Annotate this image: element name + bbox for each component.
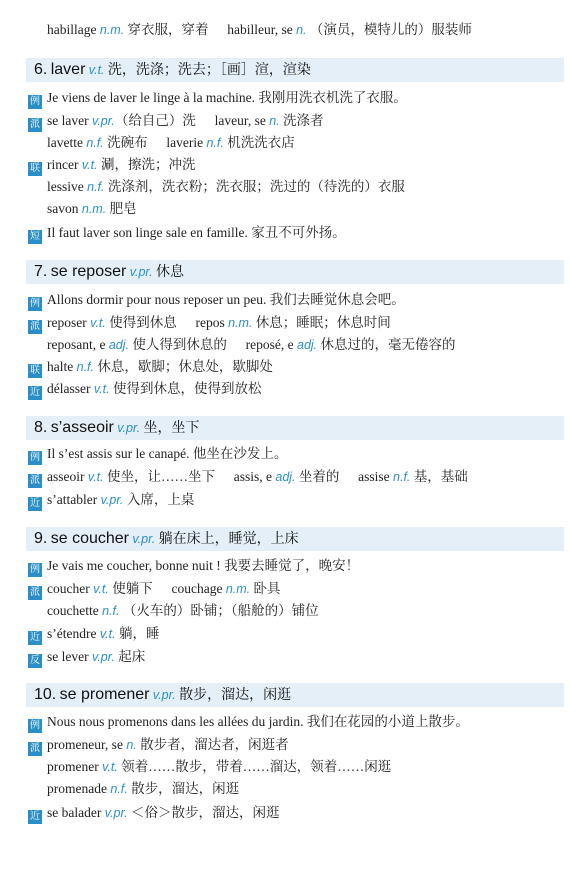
gloss: 洗涤剂，洗衣粉；洗衣服；洗过的（待洗的）衣服 — [107, 179, 405, 194]
part-of-speech: n.m. — [225, 582, 251, 596]
headword: assis, e — [233, 469, 272, 484]
gloss: 穿衣服，穿着 — [127, 22, 209, 37]
entry-gloss: 散步，溜达，闲逛 — [179, 687, 292, 703]
entry-number: 10. — [34, 686, 57, 703]
headword: promener — [47, 759, 99, 774]
antonym-tag-icon: 反 — [30, 655, 40, 666]
example-text: Nous nous promenons dans les allées du jardin. 我们在花园的小道上散步。 — [47, 714, 469, 729]
gloss: 入席，上桌 — [126, 492, 195, 507]
entry-gloss: 休息 — [155, 264, 184, 280]
part-of-speech: n. — [126, 738, 137, 752]
entry-number: 6. — [34, 61, 48, 78]
part-of-speech: v.pr. — [104, 806, 128, 820]
gloss: 使躺下 — [112, 581, 153, 596]
part-of-speech: n.f. — [86, 136, 104, 150]
gloss: ＜俗＞散步，溜达，闲逛 — [131, 805, 280, 820]
entry-header-s-asseoir — [26, 416, 564, 440]
related-line — [28, 357, 564, 377]
part-of-speech: n.f. — [87, 180, 105, 194]
entry-word: se coucher — [50, 530, 129, 547]
gloss: 洗碗布 — [107, 135, 148, 150]
example-line — [28, 712, 564, 732]
related-tag-icon: 联 — [30, 163, 40, 174]
entry-word: laver — [50, 61, 86, 78]
gloss: 休息；睡眠；休息时间 — [255, 315, 391, 330]
derived-line-continued — [47, 601, 564, 621]
gloss: （火车的）卧铺；（船舱的）铺位 — [122, 603, 319, 618]
part-of-speech: adj. — [108, 338, 130, 352]
gloss: 散步者，溜达者，闲逛者 — [140, 737, 289, 752]
entry-number: 7. — [34, 263, 48, 280]
headword: repos — [195, 315, 225, 330]
part-of-speech: v.t. — [87, 470, 104, 484]
related-line — [28, 155, 564, 175]
gloss: 休息，歇脚；休息处，歇脚处 — [97, 359, 273, 374]
part-of-speech: v.pr. — [100, 493, 124, 507]
headword: s’attabler — [47, 492, 98, 507]
gloss: （给自己）洗 — [114, 113, 196, 128]
derived-line — [28, 579, 564, 599]
example-line — [28, 88, 564, 108]
entry-header-se-reposer — [26, 260, 564, 284]
example-tag-icon: 例 — [30, 720, 40, 731]
entry-gloss: 坐，坐下 — [143, 420, 200, 436]
gloss: 使得到休息 — [109, 315, 177, 330]
gloss: 坐着的 — [298, 469, 340, 484]
entry-number: 9. — [34, 530, 48, 547]
derived-tag-icon: 派 — [30, 743, 40, 754]
derived-line — [28, 735, 564, 755]
part-of-speech: v.pr. — [152, 688, 176, 702]
part-of-speech: adj. — [297, 338, 318, 352]
headword: laveur, se — [214, 113, 266, 128]
derived-line-continued — [47, 335, 564, 355]
part-of-speech: v.t. — [88, 63, 105, 77]
headword: habillage — [47, 22, 97, 37]
gloss: 领着……散步，带着……溜达，领着……闲逛 — [121, 759, 392, 774]
part-of-speech: adj. — [275, 470, 296, 484]
headword: délasser — [47, 381, 91, 396]
phrase-text: Il faut laver son linge sale en famille. 家丑不可外扬。 — [47, 225, 346, 240]
headword: laverie — [166, 135, 204, 150]
headword: se laver — [47, 113, 89, 128]
headword: couchette — [47, 603, 99, 618]
example-tag-icon: 例 — [30, 452, 40, 463]
headword: lessive — [47, 179, 84, 194]
gloss: 使人得到休息的 — [132, 337, 227, 352]
gloss: 起床 — [118, 649, 146, 664]
entry-header-se-promener — [26, 683, 564, 707]
part-of-speech: v.t. — [81, 158, 98, 172]
headword: se balader — [47, 805, 102, 820]
synonym-tag-icon: 近 — [30, 811, 40, 822]
gloss: 使得到休息，使得到放松 — [112, 381, 262, 396]
gloss: 躺，睡 — [118, 626, 160, 641]
headword: lavette — [47, 135, 83, 150]
part-of-speech: n.f. — [206, 136, 224, 150]
derived-tag-icon: 派 — [30, 587, 40, 598]
part-of-speech: v.t. — [99, 627, 116, 641]
part-of-speech: n.f. — [102, 604, 120, 618]
derived-line — [28, 467, 564, 487]
gloss: 机洗洗衣店 — [227, 135, 295, 150]
part-of-speech: n. — [296, 23, 307, 37]
synonym-line — [28, 624, 564, 644]
example-text: Allons dormir pour nous reposer un peu. 我们去睡觉休息会吧。 — [47, 292, 405, 307]
part-of-speech: n.f. — [393, 470, 411, 484]
synonym-line — [28, 490, 564, 510]
headword: reposant, e — [47, 337, 106, 352]
example-tag-icon: 例 — [30, 564, 40, 575]
headword: coucher — [47, 581, 90, 596]
part-of-speech: n. — [269, 114, 280, 128]
synonym-line — [28, 803, 564, 823]
gloss: （演员，模特儿的）服装师 — [309, 22, 472, 37]
derived-line — [28, 313, 564, 333]
gloss: 涮，擦洗；冲洗 — [100, 157, 196, 172]
entry-header-se-coucher — [26, 527, 564, 551]
antonym-line — [28, 647, 564, 667]
headword: rincer — [47, 157, 79, 172]
headword: habilleur, se — [227, 22, 293, 37]
entry-word: se reposer — [50, 263, 127, 280]
entry-header-laver — [26, 58, 564, 82]
gloss: 休息过的，毫无倦容的 — [320, 337, 456, 352]
gloss: 肥皂 — [109, 201, 137, 216]
headword: assise — [358, 469, 390, 484]
part-of-speech: n.m. — [81, 202, 107, 216]
part-of-speech: v.t. — [102, 760, 118, 774]
synonym-tag-icon: 近 — [30, 498, 40, 509]
entry-gloss: 洗，洗涤；洗去；［画］渲，渲染 — [107, 62, 311, 78]
example-text: Je viens de laver le linge à la machine. 我刚用洗衣机洗了衣服。 — [47, 90, 407, 105]
derived-tag-icon: 派 — [30, 475, 40, 486]
related-line-continued — [47, 177, 564, 197]
gloss: 卧具 — [253, 581, 281, 596]
entry-line-habillage — [47, 20, 564, 40]
part-of-speech: v.pr. — [91, 650, 115, 664]
example-text: Il s’est assis sur le canapé. 他坐在沙发上。 — [47, 446, 288, 461]
derived-line-continued — [47, 757, 564, 777]
headword: se lever — [47, 649, 89, 664]
derived-tag-icon: 派 — [30, 119, 40, 130]
example-text: Je vais me coucher, bonne nuit ! 我要去睡觉了，晚安！ — [47, 558, 360, 573]
part-of-speech: v.pr. — [91, 114, 115, 128]
headword: reposer — [47, 315, 87, 330]
example-tag-icon: 例 — [30, 96, 40, 107]
part-of-speech: n.f. — [76, 360, 94, 374]
derived-line-continued — [47, 133, 564, 153]
synonym-line — [28, 379, 564, 399]
derived-tag-icon: 派 — [30, 321, 40, 332]
part-of-speech: v.pr. — [117, 421, 141, 435]
part-of-speech: v.pr. — [132, 532, 156, 546]
part-of-speech: v.pr. — [129, 265, 153, 279]
phrase-line — [28, 223, 564, 243]
synonym-tag-icon: 近 — [30, 387, 40, 398]
related-tag-icon: 联 — [30, 365, 40, 376]
part-of-speech: v.t. — [93, 582, 109, 596]
part-of-speech: n.f. — [110, 782, 128, 796]
entry-gloss: 躺在床上，睡觉，上床 — [158, 531, 299, 547]
derived-line — [28, 111, 564, 131]
headword: asseoir — [47, 469, 85, 484]
example-tag-icon: 例 — [30, 298, 40, 309]
part-of-speech: n.m. — [99, 23, 125, 37]
headword: reposé, e — [245, 337, 294, 352]
example-line — [28, 444, 564, 464]
example-line — [28, 556, 564, 576]
headword: s’étendre — [47, 626, 97, 641]
phrase-tag-icon: 短 — [30, 231, 40, 242]
gloss: 散步，溜达，闲逛 — [131, 781, 240, 796]
headword: halte — [47, 359, 74, 374]
gloss: 基，基础 — [413, 469, 468, 484]
headword: promenade — [47, 781, 107, 796]
headword: couchage — [171, 581, 223, 596]
part-of-speech: n.m. — [228, 316, 253, 330]
headword: promeneur, se — [47, 737, 123, 752]
part-of-speech: v.t. — [90, 316, 106, 330]
entry-word: s’asseoir — [50, 419, 114, 436]
gloss: 洗涤者 — [283, 113, 324, 128]
gloss: 使坐，让……坐下 — [107, 469, 215, 484]
derived-line-continued — [47, 779, 564, 799]
related-line-continued — [47, 199, 564, 219]
synonym-tag-icon: 近 — [30, 632, 40, 643]
part-of-speech: v.t. — [93, 382, 110, 396]
example-line — [28, 290, 564, 310]
entry-number: 8. — [34, 419, 48, 436]
headword: savon — [47, 201, 79, 216]
entry-word: se promener — [59, 686, 150, 703]
